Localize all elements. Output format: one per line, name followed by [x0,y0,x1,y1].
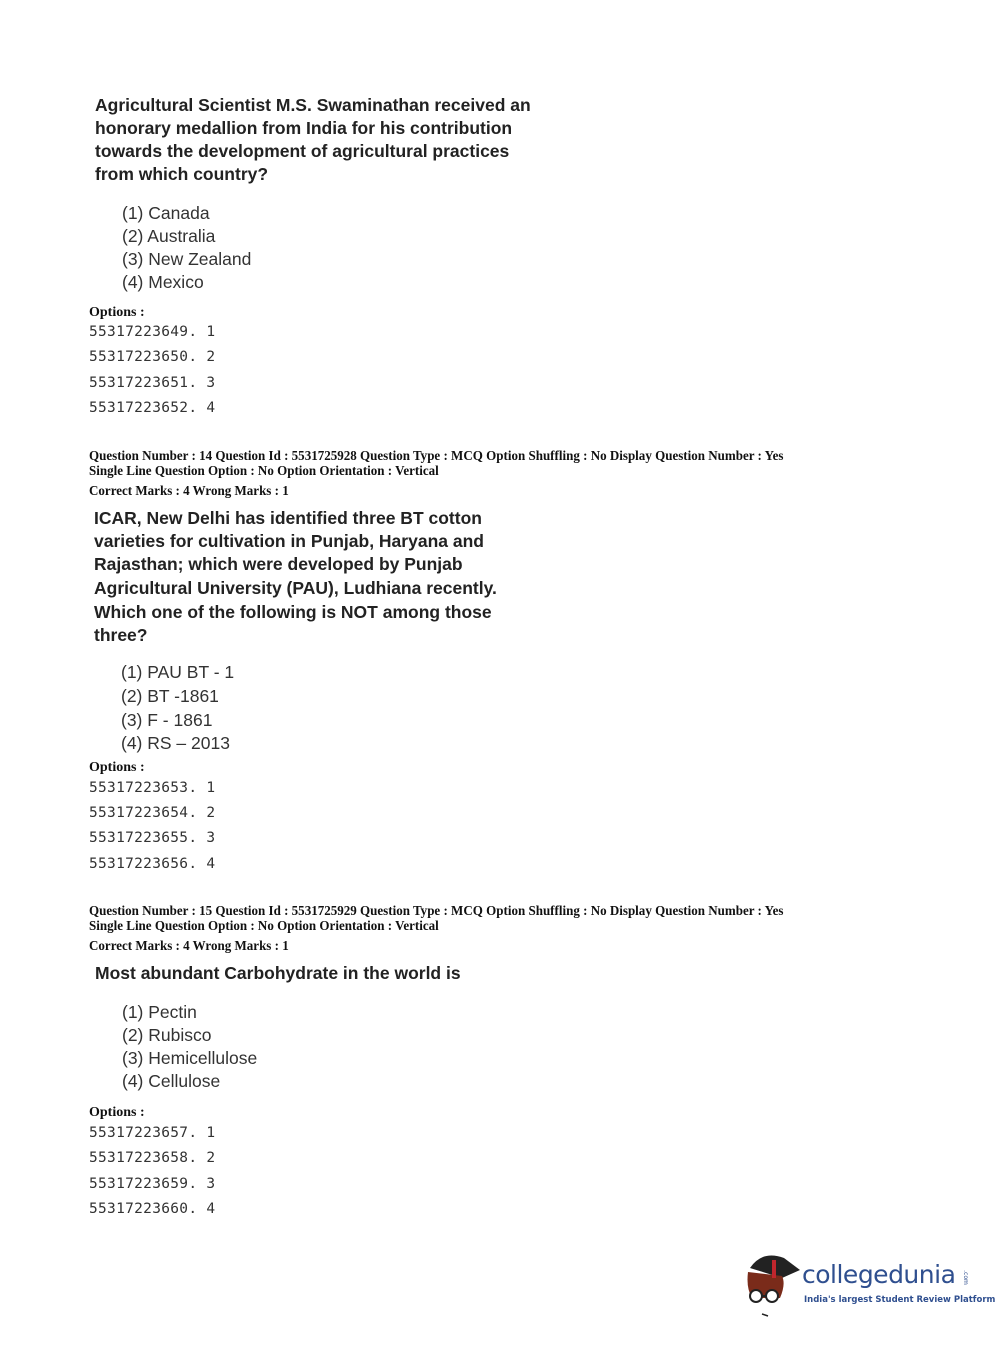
question-text-line: Agricultural University (PAU), Ludhiana recently. [94,578,497,598]
question-marks: Correct Marks : 4 Wrong Marks : 1 [89,484,289,499]
choice: (2) BT -1861 [121,686,219,706]
question-meta: Single Line Question Option : No Option Orientation : Vertical [89,464,439,479]
option-id: 55317223655. 3 [89,830,216,846]
option-id: 55317223649. 1 [89,324,216,340]
logo-com: .com [961,1270,969,1285]
option-id: 55317223660. 4 [89,1201,216,1217]
choice: (4) RS – 2013 [121,733,230,753]
question-meta: Question Number : 14 Question Id : 5531725928 Question Type : MCQ Option Shuffling : No Display Question Number : Yes [89,449,784,464]
choice: (3) F - 1861 [121,710,213,730]
choice: (1) Canada [122,203,210,223]
collegedunia-logo [742,1248,996,1318]
options-label: Options : [89,1105,145,1120]
question-text-line: varieties for cultivation in Punjab, Haryana and [94,531,484,551]
question-text-line: from which country? [95,164,269,184]
choice: (4) Cellulose [122,1071,221,1091]
logo-brand: collegedunia [802,1260,956,1289]
option-id: 55317223658. 2 [89,1150,216,1166]
option-id: 55317223656. 4 [89,856,216,872]
option-id: 55317223653. 1 [89,780,216,796]
option-id: 55317223650. 2 [89,349,216,365]
mascot-icon [742,1248,802,1318]
question-text-line: Most abundant Carbohydrate in the world is [95,963,461,983]
choice: (4) Mexico [122,272,204,292]
question-meta: Single Line Question Option : No Option Orientation : Vertical [89,919,439,934]
question-text-line: Rajasthan; which were developed by Punjab [94,554,463,574]
option-id: 55317223659. 3 [89,1176,216,1192]
question-text-line: ICAR, New Delhi has identified three BT cotton [94,508,482,528]
option-id: 55317223654. 2 [89,805,216,821]
option-id: 55317223657. 1 [89,1125,216,1141]
question-text-line: towards the development of agricultural practices [95,141,510,161]
question-marks: Correct Marks : 4 Wrong Marks : 1 [89,939,289,954]
question-text-line: honorary medallion from India for his contribution [95,118,513,138]
question-text-line: Agricultural Scientist M.S. Swaminathan received an [95,95,531,115]
question-meta: Question Number : 15 Question Id : 5531725929 Question Type : MCQ Option Shuffling : No Display Question Number : Yes [89,904,784,919]
options-label: Options : [89,305,145,320]
question-text-line: Which one of the following is NOT among those [94,602,492,622]
question-text-line: three? [94,625,148,645]
choice: (2) Rubisco [122,1025,212,1045]
choice: (3) Hemicellulose [122,1048,258,1068]
option-id: 55317223651. 3 [89,375,216,391]
choice: (2) Australia [122,226,216,246]
option-id: 55317223652. 4 [89,400,216,416]
choice: (3) New Zealand [122,249,252,269]
choice: (1) PAU BT - 1 [121,662,235,682]
logo-tagline: India's largest Student Review Platform [804,1295,996,1305]
options-label: Options : [89,760,145,775]
choice: (1) Pectin [122,1002,197,1022]
